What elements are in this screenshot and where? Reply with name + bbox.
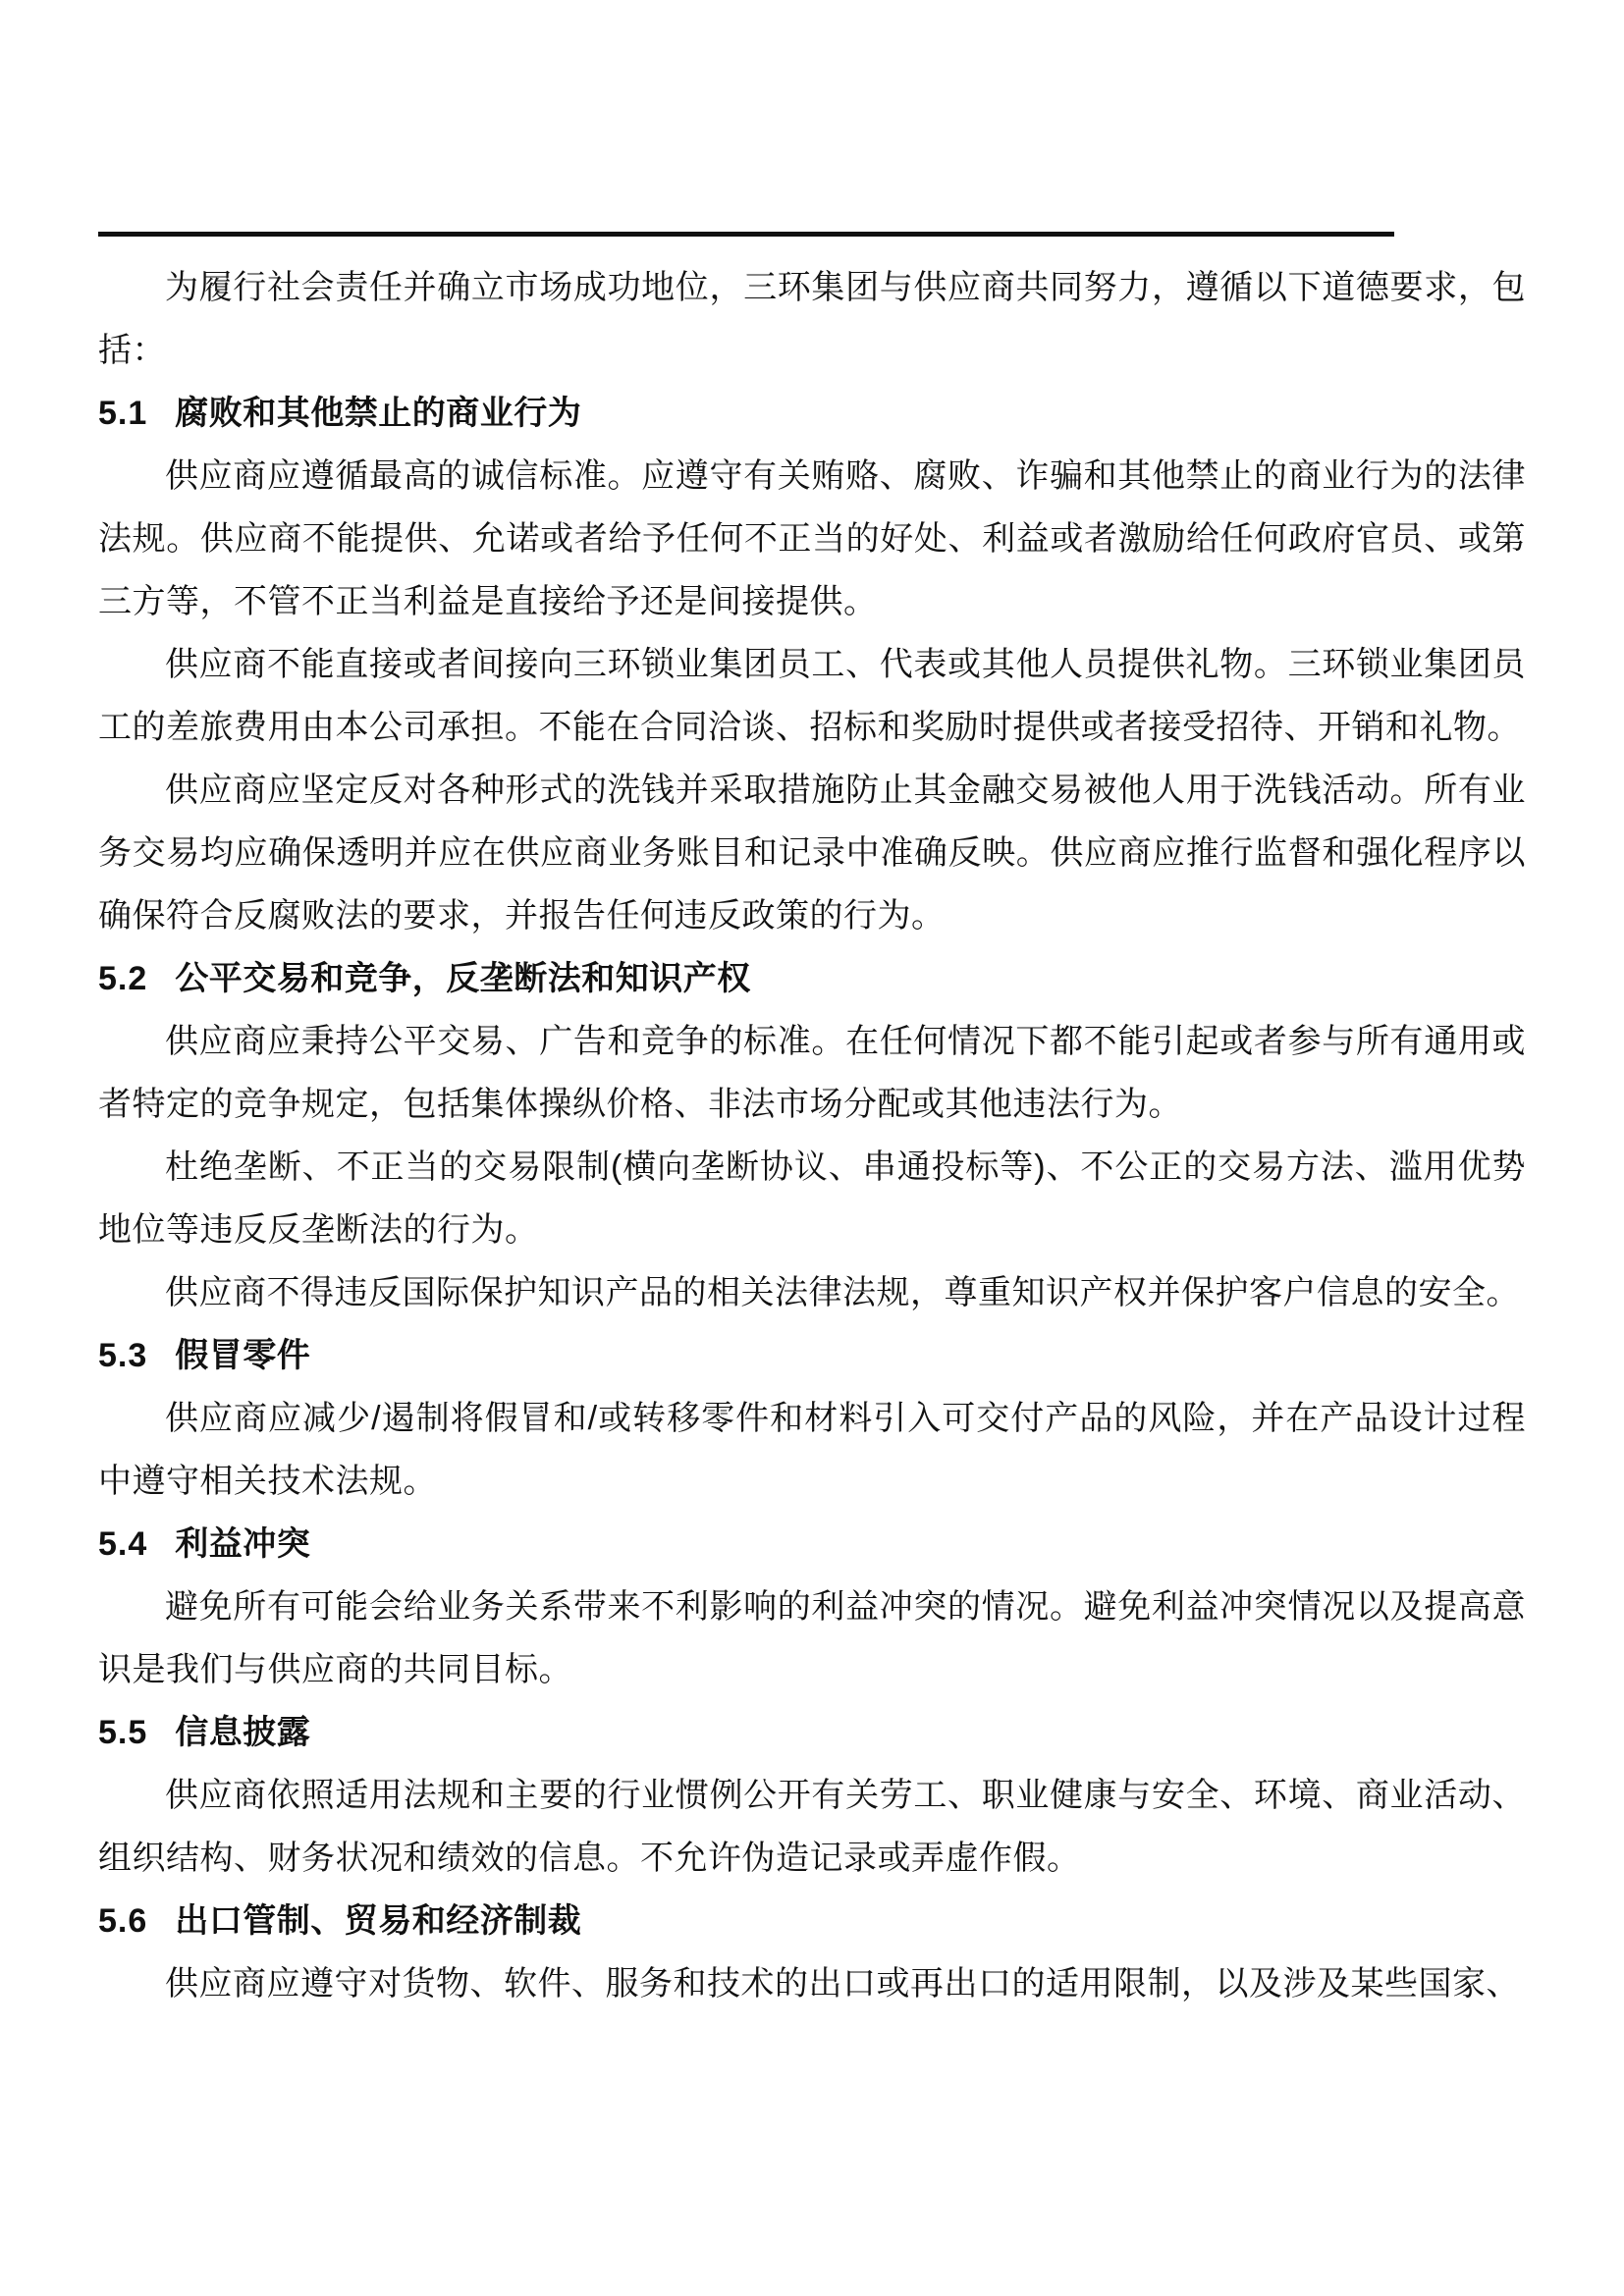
document-body: [98, 256, 1526, 2015]
section-5-2: [98, 947, 1526, 1324]
section-paragraph: 杜绝垄断、不正当的交易限制(横向垄断协议、串通投标等)、不公正的交易方法、滥用优势地位等违反反垄断法的行为。: [98, 1148, 1526, 1249]
section-title: 信息披露: [175, 1714, 311, 1751]
section-title: 腐败和其他禁止的商业行为: [175, 395, 582, 432]
section-paragraph: 供应商应秉持公平交易、广告和竞争的标准。在任何情况下都不能引起或者参与所有通用或者特定的竞争规定，包括集体操纵价格、非法市场分配或其他违法行为。: [98, 1023, 1526, 1123]
section-title: 利益冲突: [175, 1525, 311, 1563]
section-paragraph: 供应商不能直接或者间接向三环锁业集团员工、代表或其他人员提供礼物。三环锁业集团员工的差旅费用由本公司承担。不能在合同洽谈、招标和奖励时提供或者接受招待、开销和礼物。: [98, 646, 1526, 746]
intro-paragraph: 为履行社会责任并确立市场成功地位，三环集团与供应商共同努力，遵循以下道德要求，包括：: [98, 269, 1526, 369]
section-5-5-heading: [98, 1701, 1526, 1764]
section-number: 5.5: [98, 1714, 148, 1751]
section-paragraph: 供应商应减少/遏制将假冒和/或转移零件和材料引入可交付产品的风险，并在产品设计过程中遵守相关技术法规。: [98, 1400, 1526, 1500]
section-5-5: [98, 1701, 1526, 1890]
header-rule: [98, 232, 1394, 237]
section-title: 公平交易和竞争，反垄断法和知识产权: [175, 960, 751, 997]
section-number: 5.3: [98, 1337, 148, 1374]
section-number: 5.1: [98, 395, 148, 432]
section-number: 5.4: [98, 1525, 148, 1563]
section-5-6-heading: [98, 1890, 1526, 1952]
section-paragraph: 避免所有可能会给业务关系带来不利影响的利益冲突的情况。避免利益冲突情况以及提高意识是我们与供应商的共同目标。: [98, 1588, 1526, 1688]
section-title: 假冒零件: [175, 1337, 311, 1374]
section-paragraph: 供应商应坚定反对各种形式的洗钱并采取措施防止其金融交易被他人用于洗钱活动。所有业务交易均应确保透明并应在供应商业务账目和记录中准确反映。供应商应推行监督和强化程序以确保符合反腐败法的要求，并报告任何违反政策的行为。: [98, 772, 1526, 934]
section-number: 5.6: [98, 1902, 148, 1940]
section-title: 出口管制、贸易和经济制裁: [175, 1902, 582, 1940]
section-paragraph: 供应商依照适用法规和主要的行业惯例公开有关劳工、职业健康与安全、环境、商业活动、组织结构、财务状况和绩效的信息。不允许伪造记录或弄虚作假。: [98, 1777, 1526, 1877]
section-5-1: [98, 382, 1526, 947]
section-5-4-heading: [98, 1513, 1526, 1575]
section-paragraph: 供应商应遵守对货物、软件、服务和技术的出口或再出口的适用限制，以及涉及某些国家、: [165, 1965, 1520, 2002]
section-5-4: [98, 1513, 1526, 1701]
section-5-1-heading: [98, 382, 1526, 445]
section-5-2-heading: [98, 947, 1526, 1010]
section-number: 5.2: [98, 960, 148, 997]
section-5-3: [98, 1324, 1526, 1513]
section-5-3-heading: [98, 1324, 1526, 1387]
section-paragraph: 供应商不得违反国际保护知识产品的相关法律法规，尊重知识产权并保护客户信息的安全。: [165, 1274, 1520, 1311]
section-5-6: [98, 1890, 1526, 2015]
section-paragraph: 供应商应遵循最高的诚信标准。应遵守有关贿赂、腐败、诈骗和其他禁止的商业行为的法律法规。供应商不能提供、允诺或者给予任何不正当的好处、利益或者激励给任何政府官员、或第三方等，不管不正当利益是直接给予还是间接提供。: [98, 457, 1526, 620]
